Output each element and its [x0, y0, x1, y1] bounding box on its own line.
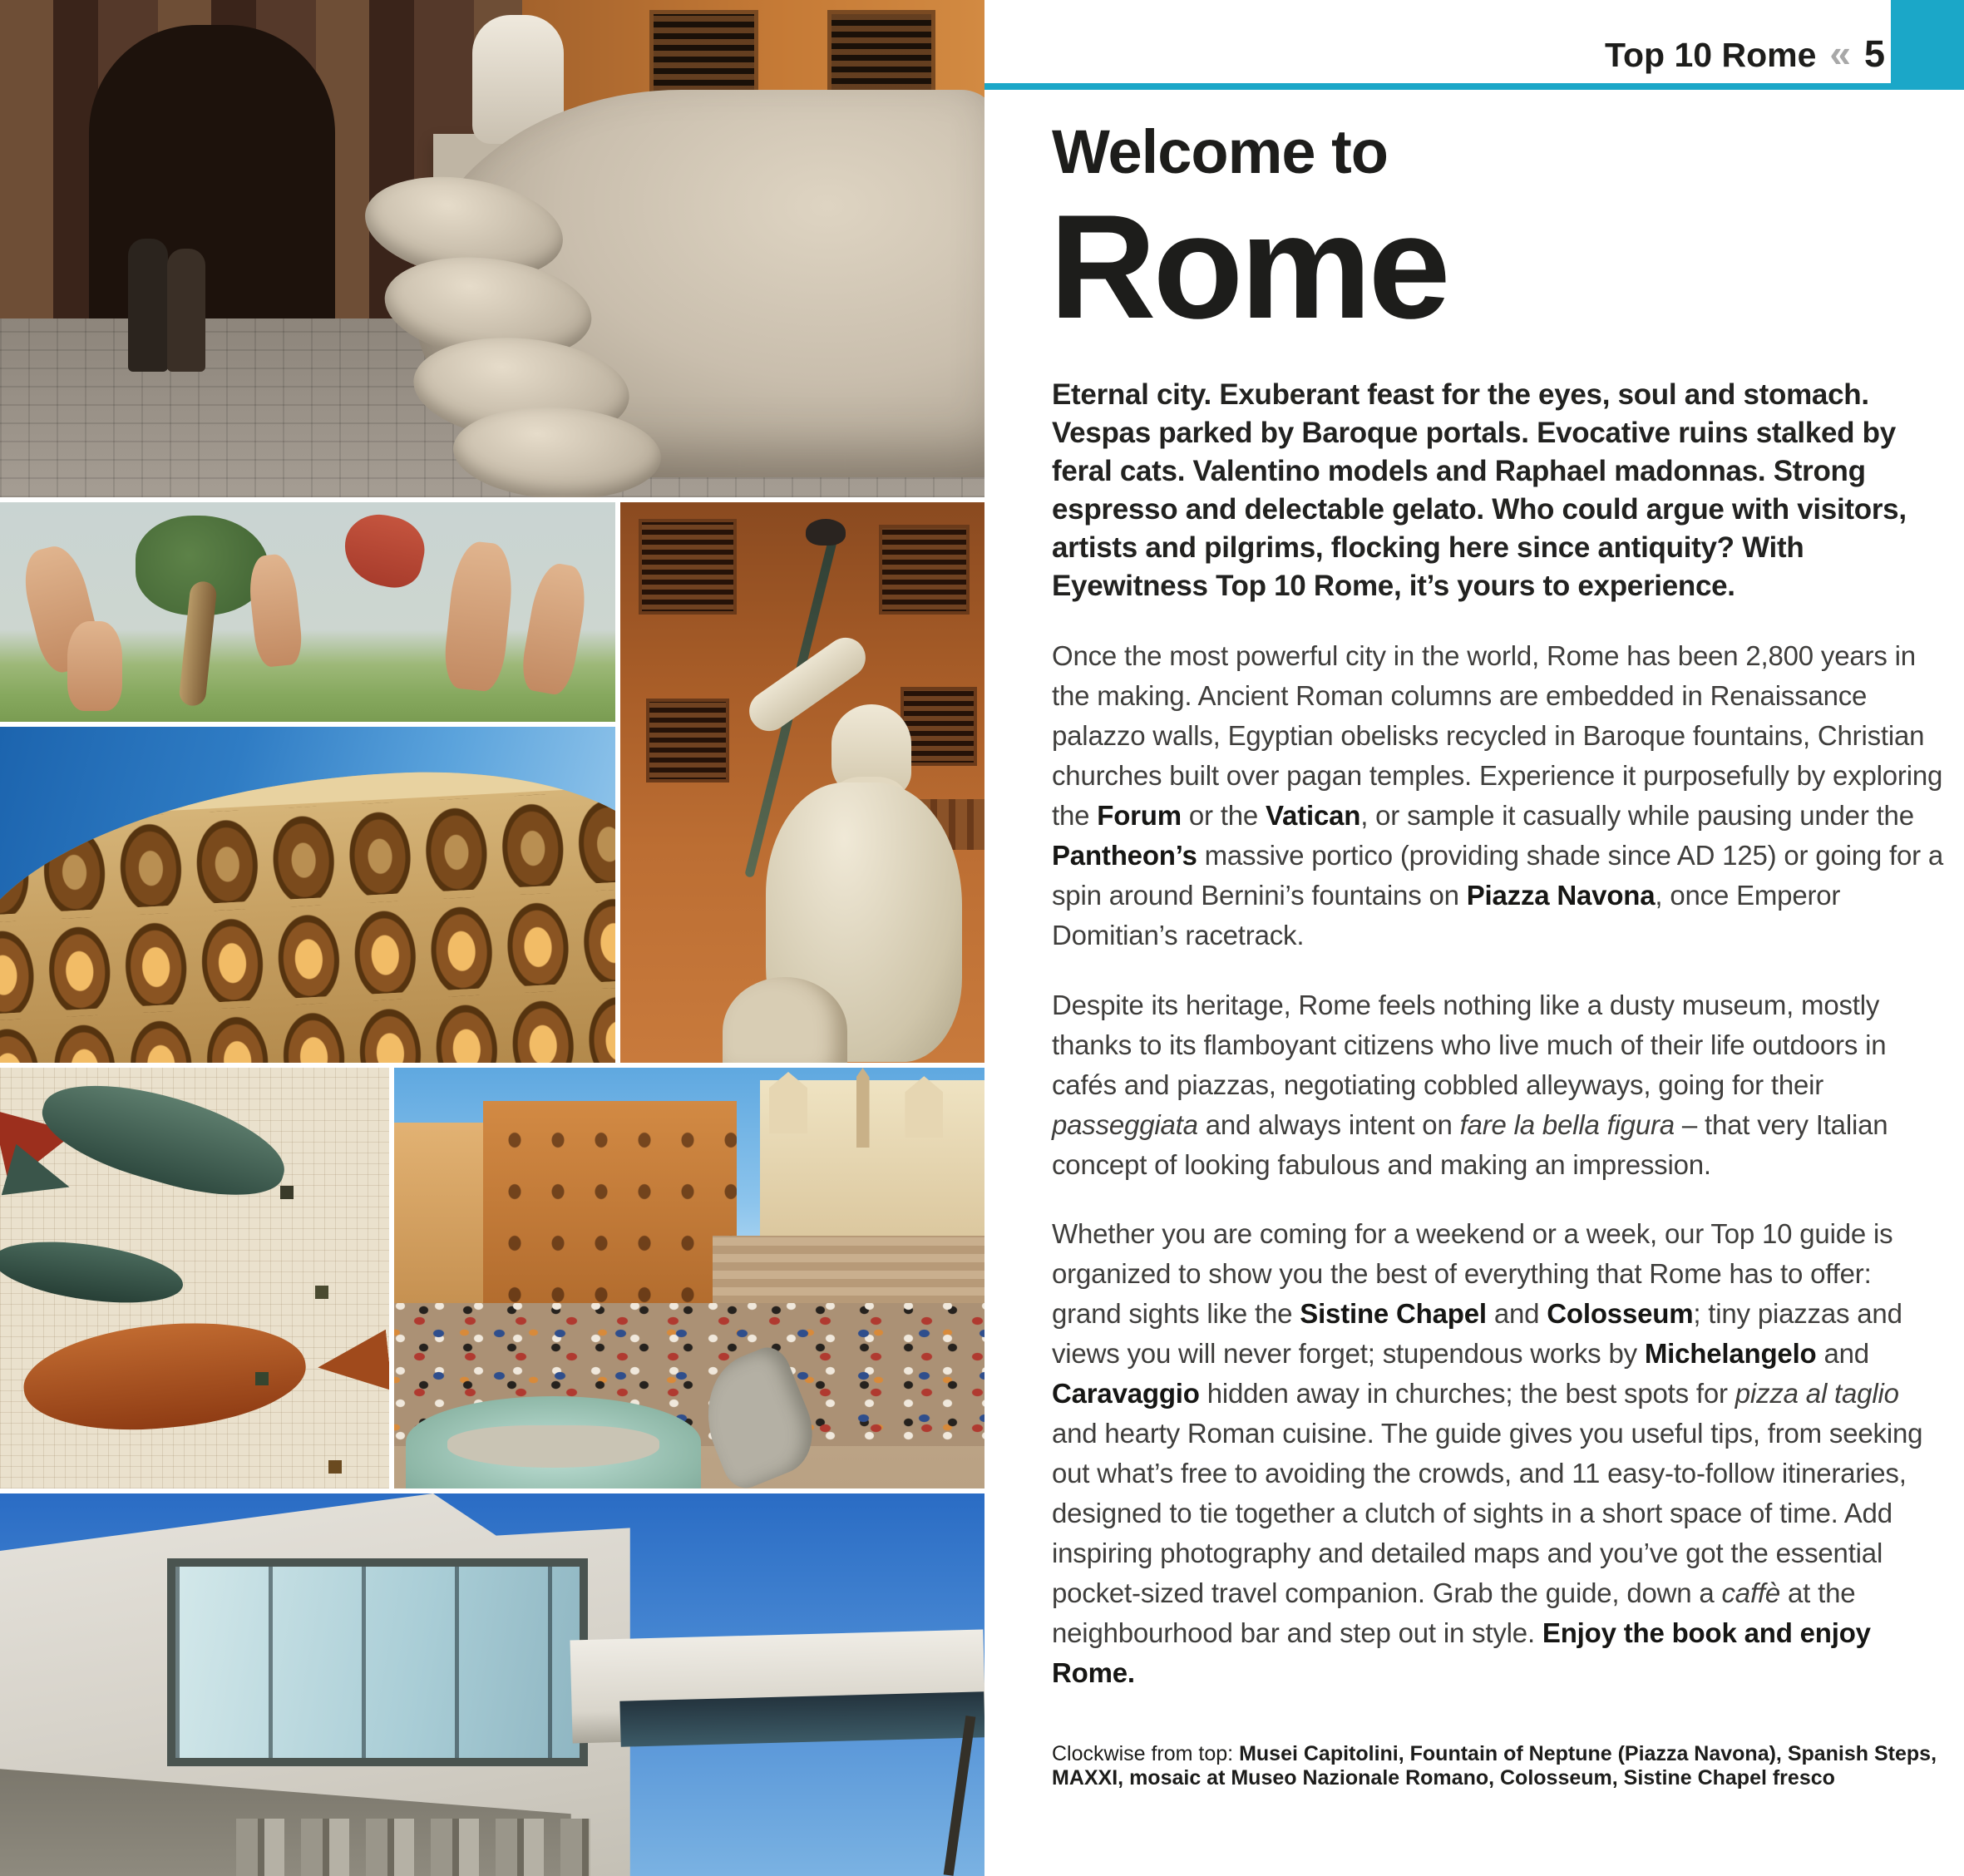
fresco-figure [518, 560, 591, 697]
paragraph-history: Once the most powerful city in the world, Rome has been 2,800 years in the making. Ancient Roman columns are embedded in Renaissance palazzo walls, Egyptian obelisks recycled in Baroque fountains, Christian churches built over pagan temples. Experience it purposefully by exploring the Forum or the Vatican, or sample it casually while pausing under the Pantheon’s massive portico (providing shade since AD 125) or going for a spin around Bernini’s fountains on Piazza Navona, once Emperor Domitian’s racetrack. [1052, 640, 1944, 950]
running-header-title: Top 10 Rome [1604, 36, 1817, 74]
pigeon [806, 519, 846, 546]
double-chevron-icon: « [1829, 32, 1851, 75]
running-header [1605, 32, 1885, 77]
fresco-angel [338, 508, 431, 593]
fresco-figure [67, 621, 122, 711]
walking-figure [167, 249, 205, 372]
obelisk [856, 1068, 870, 1148]
photo-sistine-chapel-fresco [0, 502, 615, 722]
maxxi-cantilever-glass [619, 1691, 984, 1747]
colosseum-facade [0, 759, 615, 1063]
photo-colosseum [0, 727, 615, 1063]
header-corner-block [1891, 0, 1964, 90]
walking-figure [128, 239, 168, 372]
shuttered-window [646, 699, 730, 782]
shuttered-window [879, 525, 970, 615]
fresco-figure [442, 539, 516, 693]
photo-spanish-steps [394, 1068, 984, 1488]
lamp-post [944, 1716, 976, 1876]
paragraph-guide: Whether you are coming for a weekend or a week, our Top 10 guide is organized to show you the best of everything that Rome has to offer: grand sights like the Sistine Chapel and Colosseum; tiny piazzas and views you will never forget; stupendous works by Michelangelo and Caravaggio hidden away in churches; the best spots for pizza al taglio and hearty Roman cuisine. The guide gives you useful tips, from seeking out what’s free to avoiding the crowds, and 11 easy-to-follow itineraries, designed to tie together a clutch of sights in a short space of time. Add inspiring photography and detailed maps and you’ve got the essential pocket-sized travel companion. Grab the guide, down a caffè at the neighbourhood bar and step out in style. Enjoy the book and enjoy Rome. [1052, 1218, 1923, 1688]
welcome-kicker: Welcome to [1052, 117, 1388, 186]
maxxi-columns [236, 1819, 590, 1876]
mosaic-accent-tiles [280, 1186, 294, 1199]
photo-caption: Clockwise from top: Musei Capitolini, Fountain of Neptune (Piazza Navona), Spanish Steps, MAXXI, mosaic at Museo Nazionale Romano, Colosseum, Sistine Chapel fresco [1052, 1742, 1937, 1790]
portico-archway [89, 25, 335, 333]
maxxi-window-band [167, 1558, 587, 1766]
shuttered-window [901, 687, 977, 765]
page-number: 5 [1863, 32, 1885, 75]
fresco-figure [247, 553, 305, 669]
paragraph-lifestyle: Despite its heritage, Rome feels nothing like a dusty museum, mostly thanks to its flamboyant citizens who live much of their life outdoors in cafés and piazzas, negotiating cobbled alleyways, going for their passeggiata and always intent on fare la bella figura – that very Italian concept of looking fabulous and making an impression. [1052, 990, 1888, 1180]
page-title: Rome [1049, 184, 1448, 349]
fountain-boat [447, 1425, 660, 1468]
photo-fountain-of-neptune [620, 502, 984, 1063]
header-rule [984, 83, 1964, 90]
photo-musei-capitolini [0, 0, 984, 497]
photo-museo-nazionale-mosaic [0, 1068, 389, 1488]
intro-paragraph: Eternal city. Exuberant feast for the eyes, soul and stomach. Vespas parked by Baroque portals. Evocative ruins stalked by feral cats. Valentino models and Raphael madonnas. Strong espresso and delectable gelato. Who could argue with visitors, artists and pilgrims, flocking here since antiquity? With Eyewitness Top 10 Rome, it’s yours to experience. [1052, 378, 1907, 602]
photo-maxxi [0, 1493, 984, 1876]
shuttered-window [639, 519, 737, 615]
